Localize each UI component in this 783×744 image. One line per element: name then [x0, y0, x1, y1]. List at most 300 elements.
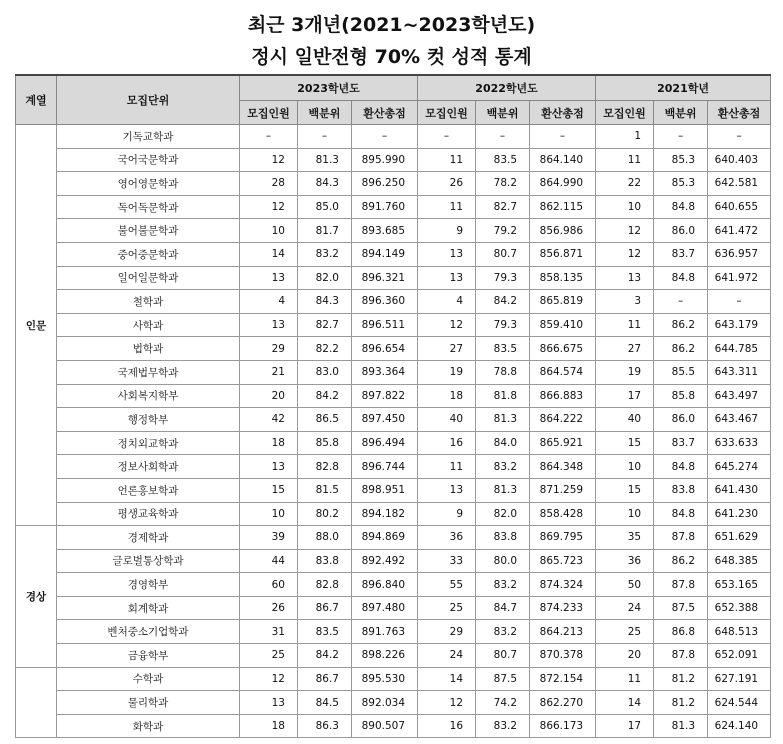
unit-name-cell: 회계학과: [57, 596, 240, 620]
value-cell: 80.2: [298, 502, 352, 526]
value-cell: –: [708, 290, 771, 314]
value-cell: 87.8: [654, 526, 708, 550]
table-row: [16, 148, 771, 172]
value-cell: 894.149: [352, 242, 418, 266]
value-cell: 870.378: [530, 644, 596, 668]
table-row: [16, 691, 771, 715]
sub-header: 모집인원: [240, 101, 298, 125]
value-cell: 636.957: [708, 242, 771, 266]
value-cell: 81.2: [654, 691, 708, 715]
value-cell: 896.654: [352, 337, 418, 361]
unit-name-cell: 평생교육학과: [57, 502, 240, 526]
value-cell: 84.2: [298, 384, 352, 408]
table-row: [16, 360, 771, 384]
category-cell: [16, 667, 57, 738]
unit-name-cell: 국제법무학과: [57, 360, 240, 384]
value-cell: 83.8: [298, 549, 352, 573]
value-cell: 862.270: [530, 691, 596, 715]
value-cell: 26: [418, 172, 476, 196]
value-cell: 84.8: [654, 502, 708, 526]
value-cell: 894.182: [352, 502, 418, 526]
value-cell: 24: [596, 596, 654, 620]
value-cell: 33: [418, 549, 476, 573]
value-cell: 81.3: [298, 148, 352, 172]
value-cell: 82.0: [476, 502, 530, 526]
value-cell: 87.8: [654, 644, 708, 668]
value-cell: 84.2: [298, 644, 352, 668]
unit-name-cell: 금융학부: [57, 644, 240, 668]
value-cell: 14: [418, 667, 476, 691]
value-cell: 27: [418, 337, 476, 361]
value-cell: 864.222: [530, 408, 596, 432]
year-header-2022: 2022학년도: [418, 75, 596, 101]
value-cell: 88.0: [298, 526, 352, 550]
value-cell: 19: [596, 360, 654, 384]
value-cell: 864.213: [530, 620, 596, 644]
value-cell: 10: [240, 502, 298, 526]
value-cell: 9: [418, 502, 476, 526]
value-cell: 16: [418, 714, 476, 738]
stats-table: [15, 74, 771, 738]
unit-name-cell: 벤처중소기업학과: [57, 620, 240, 644]
value-cell: 80.7: [476, 242, 530, 266]
value-cell: 643.467: [708, 408, 771, 432]
value-cell: 13: [240, 691, 298, 715]
table-row: [16, 455, 771, 479]
value-cell: 27: [596, 337, 654, 361]
value-cell: 892.492: [352, 549, 418, 573]
value-cell: 82.8: [298, 573, 352, 597]
value-cell: 42: [240, 408, 298, 432]
value-cell: 83.8: [476, 526, 530, 550]
unit-name-cell: 경제학과: [57, 526, 240, 550]
value-cell: 18: [240, 714, 298, 738]
value-cell: 84.7: [476, 596, 530, 620]
value-cell: –: [240, 125, 298, 149]
value-cell: 85.3: [654, 172, 708, 196]
value-cell: 28: [240, 172, 298, 196]
table-row: [16, 290, 771, 314]
value-cell: 640.655: [708, 195, 771, 219]
year-header-2023: 2023학년도: [240, 75, 418, 101]
value-cell: 11: [418, 195, 476, 219]
value-cell: 12: [240, 195, 298, 219]
value-cell: 87.5: [476, 667, 530, 691]
value-cell: 1: [596, 125, 654, 149]
value-cell: 643.179: [708, 313, 771, 337]
value-cell: 651.629: [708, 526, 771, 550]
value-cell: 15: [240, 478, 298, 502]
value-cell: 12: [596, 219, 654, 243]
value-cell: 12: [418, 691, 476, 715]
table-row: [16, 172, 771, 196]
value-cell: 892.034: [352, 691, 418, 715]
table-row: [16, 596, 771, 620]
value-cell: –: [298, 125, 352, 149]
table-row: [16, 408, 771, 432]
value-cell: 29: [418, 620, 476, 644]
value-cell: 865.921: [530, 431, 596, 455]
value-cell: 86.5: [298, 408, 352, 432]
value-cell: 85.8: [298, 431, 352, 455]
value-cell: 78.8: [476, 360, 530, 384]
value-cell: 865.723: [530, 549, 596, 573]
value-cell: 10: [240, 219, 298, 243]
unit-name-cell: 철학과: [57, 290, 240, 314]
value-cell: 895.530: [352, 667, 418, 691]
value-cell: 856.871: [530, 242, 596, 266]
value-cell: 84.8: [654, 455, 708, 479]
value-cell: 80.0: [476, 549, 530, 573]
value-cell: 84.8: [654, 266, 708, 290]
value-cell: 874.324: [530, 573, 596, 597]
unit-name-cell: 화학과: [57, 714, 240, 738]
value-cell: –: [654, 125, 708, 149]
value-cell: 642.581: [708, 172, 771, 196]
value-cell: 60: [240, 573, 298, 597]
sub-header: 백분위: [476, 101, 530, 125]
value-cell: 641.472: [708, 219, 771, 243]
table-row: [16, 549, 771, 573]
value-cell: 896.511: [352, 313, 418, 337]
value-cell: 15: [596, 478, 654, 502]
table-row: [16, 219, 771, 243]
value-cell: 866.883: [530, 384, 596, 408]
unit-name-cell: 법학과: [57, 337, 240, 361]
value-cell: 86.8: [654, 620, 708, 644]
value-cell: 82.7: [298, 313, 352, 337]
value-cell: 83.7: [654, 242, 708, 266]
value-cell: 641.230: [708, 502, 771, 526]
unit-name-cell: 독어독문학과: [57, 195, 240, 219]
sub-header: 백분위: [654, 101, 708, 125]
unit-name-cell: 글로벌통상학과: [57, 549, 240, 573]
value-cell: 83.5: [476, 337, 530, 361]
value-cell: 21: [240, 360, 298, 384]
value-cell: 897.480: [352, 596, 418, 620]
value-cell: 26: [240, 596, 298, 620]
unit-header: 모집단위: [57, 75, 240, 125]
value-cell: 79.3: [476, 313, 530, 337]
value-cell: 84.3: [298, 172, 352, 196]
value-cell: 648.513: [708, 620, 771, 644]
page-subtitle: 정시 일반전형 70% 컷 성적 통계: [251, 46, 532, 68]
value-cell: 86.3: [298, 714, 352, 738]
value-cell: 86.2: [654, 313, 708, 337]
value-cell: 55: [418, 573, 476, 597]
value-cell: 85.8: [654, 384, 708, 408]
value-cell: 83.2: [476, 620, 530, 644]
value-cell: 13: [240, 455, 298, 479]
value-cell: 78.2: [476, 172, 530, 196]
value-cell: 896.321: [352, 266, 418, 290]
value-cell: 85.5: [654, 360, 708, 384]
table-row: [16, 242, 771, 266]
value-cell: 893.685: [352, 219, 418, 243]
value-cell: 862.115: [530, 195, 596, 219]
value-cell: 13: [418, 266, 476, 290]
value-cell: 20: [596, 644, 654, 668]
value-cell: 864.348: [530, 455, 596, 479]
value-cell: 25: [418, 596, 476, 620]
value-cell: 81.2: [654, 667, 708, 691]
value-cell: 82.2: [298, 337, 352, 361]
value-cell: 640.403: [708, 148, 771, 172]
value-cell: 641.972: [708, 266, 771, 290]
value-cell: 866.675: [530, 337, 596, 361]
value-cell: 13: [418, 478, 476, 502]
value-cell: 13: [418, 242, 476, 266]
value-cell: 11: [596, 667, 654, 691]
value-cell: 13: [596, 266, 654, 290]
value-cell: 858.428: [530, 502, 596, 526]
value-cell: 31: [240, 620, 298, 644]
value-cell: 652.388: [708, 596, 771, 620]
unit-name-cell: 일어일문학과: [57, 266, 240, 290]
value-cell: 22: [596, 172, 654, 196]
value-cell: 874.233: [530, 596, 596, 620]
value-cell: 11: [596, 313, 654, 337]
value-cell: 81.7: [298, 219, 352, 243]
table-row: [16, 502, 771, 526]
value-cell: 40: [596, 408, 654, 432]
value-cell: 82.8: [298, 455, 352, 479]
table-row: [16, 620, 771, 644]
table-row: [16, 195, 771, 219]
value-cell: 13: [240, 313, 298, 337]
value-cell: 83.5: [298, 620, 352, 644]
value-cell: 11: [418, 455, 476, 479]
value-cell: 3: [596, 290, 654, 314]
value-cell: 25: [240, 644, 298, 668]
value-cell: 17: [596, 714, 654, 738]
value-cell: 895.990: [352, 148, 418, 172]
value-cell: 14: [240, 242, 298, 266]
table-row: [16, 667, 771, 691]
value-cell: 10: [596, 455, 654, 479]
table-row: [16, 431, 771, 455]
value-cell: 85.3: [654, 148, 708, 172]
value-cell: 84.2: [476, 290, 530, 314]
value-cell: 18: [418, 384, 476, 408]
value-cell: 36: [596, 549, 654, 573]
page-title: 최근 3개년(2021~2023학년도): [247, 14, 536, 36]
value-cell: 864.990: [530, 172, 596, 196]
table-row: [16, 478, 771, 502]
value-cell: 83.7: [654, 431, 708, 455]
value-cell: 12: [418, 313, 476, 337]
value-cell: 82.0: [298, 266, 352, 290]
value-cell: 81.8: [476, 384, 530, 408]
value-cell: 81.3: [476, 408, 530, 432]
value-cell: 18: [240, 431, 298, 455]
sub-header: 환산총점: [708, 101, 771, 125]
table-row: [16, 573, 771, 597]
value-cell: 83.2: [476, 714, 530, 738]
value-cell: 893.364: [352, 360, 418, 384]
unit-name-cell: 언론홍보학과: [57, 478, 240, 502]
unit-name-cell: 기독교학과: [57, 125, 240, 149]
value-cell: 17: [596, 384, 654, 408]
value-cell: 74.2: [476, 691, 530, 715]
value-cell: 12: [240, 148, 298, 172]
unit-name-cell: 수학과: [57, 667, 240, 691]
value-cell: 87.5: [654, 596, 708, 620]
value-cell: –: [708, 125, 771, 149]
value-cell: 80.7: [476, 644, 530, 668]
table-row: [16, 313, 771, 337]
value-cell: 86.0: [654, 408, 708, 432]
value-cell: 872.154: [530, 667, 596, 691]
value-cell: 896.494: [352, 431, 418, 455]
category-cell: 인문: [16, 125, 57, 526]
value-cell: 641.430: [708, 478, 771, 502]
value-cell: 10: [596, 195, 654, 219]
value-cell: 864.574: [530, 360, 596, 384]
value-cell: 86.2: [654, 337, 708, 361]
value-cell: 84.8: [654, 195, 708, 219]
unit-name-cell: 국어국문학과: [57, 148, 240, 172]
value-cell: 83.2: [298, 242, 352, 266]
unit-name-cell: 정치외교학과: [57, 431, 240, 455]
unit-name-cell: 불어불문학과: [57, 219, 240, 243]
value-cell: 871.259: [530, 478, 596, 502]
value-cell: 643.311: [708, 360, 771, 384]
value-cell: 83.8: [654, 478, 708, 502]
value-cell: 82.7: [476, 195, 530, 219]
value-cell: 896.744: [352, 455, 418, 479]
unit-name-cell: 물리학과: [57, 691, 240, 715]
value-cell: 86.0: [654, 219, 708, 243]
value-cell: 9: [418, 219, 476, 243]
value-cell: 84.3: [298, 290, 352, 314]
value-cell: 645.274: [708, 455, 771, 479]
value-cell: 653.165: [708, 573, 771, 597]
value-cell: 39: [240, 526, 298, 550]
value-cell: 81.3: [476, 478, 530, 502]
sub-header: 모집인원: [596, 101, 654, 125]
value-cell: 894.869: [352, 526, 418, 550]
value-cell: 898.951: [352, 478, 418, 502]
value-cell: 87.8: [654, 573, 708, 597]
unit-name-cell: 영어영문학과: [57, 172, 240, 196]
value-cell: 891.763: [352, 620, 418, 644]
value-cell: 20: [240, 384, 298, 408]
unit-name-cell: 정보사회학과: [57, 455, 240, 479]
value-cell: 627.191: [708, 667, 771, 691]
table-row: [16, 526, 771, 550]
value-cell: 36: [418, 526, 476, 550]
value-cell: 858.135: [530, 266, 596, 290]
table-row: [16, 266, 771, 290]
value-cell: 40: [418, 408, 476, 432]
value-cell: 897.450: [352, 408, 418, 432]
value-cell: 86.2: [654, 549, 708, 573]
value-cell: 15: [596, 431, 654, 455]
value-cell: 624.544: [708, 691, 771, 715]
value-cell: 19: [418, 360, 476, 384]
value-cell: 643.497: [708, 384, 771, 408]
unit-name-cell: 사회복지학부: [57, 384, 240, 408]
table-row: [16, 337, 771, 361]
value-cell: –: [476, 125, 530, 149]
unit-name-cell: 중어중문학과: [57, 242, 240, 266]
value-cell: 83.2: [476, 455, 530, 479]
value-cell: 50: [596, 573, 654, 597]
value-cell: 12: [596, 242, 654, 266]
value-cell: 859.410: [530, 313, 596, 337]
value-cell: 44: [240, 549, 298, 573]
category-cell: 경상: [16, 526, 57, 668]
value-cell: 81.5: [298, 478, 352, 502]
value-cell: 4: [418, 290, 476, 314]
unit-name-cell: 경영학부: [57, 573, 240, 597]
value-cell: 86.7: [298, 596, 352, 620]
table-row: [16, 644, 771, 668]
value-cell: 13: [240, 266, 298, 290]
table-row: [16, 384, 771, 408]
value-cell: 896.840: [352, 573, 418, 597]
value-cell: 84.5: [298, 691, 352, 715]
value-cell: 83.5: [476, 148, 530, 172]
unit-name-cell: 행정학부: [57, 408, 240, 432]
value-cell: 864.140: [530, 148, 596, 172]
value-cell: 86.7: [298, 667, 352, 691]
year-header-2021: 2021학년: [596, 75, 771, 101]
value-cell: 897.822: [352, 384, 418, 408]
value-cell: 869.795: [530, 526, 596, 550]
value-cell: 85.0: [298, 195, 352, 219]
value-cell: 898.226: [352, 644, 418, 668]
value-cell: 624.140: [708, 714, 771, 738]
value-cell: 25: [596, 620, 654, 644]
value-cell: 11: [418, 148, 476, 172]
value-cell: –: [654, 290, 708, 314]
value-cell: 79.2: [476, 219, 530, 243]
value-cell: 83.2: [476, 573, 530, 597]
sub-header: 환산총점: [530, 101, 596, 125]
value-cell: 79.3: [476, 266, 530, 290]
value-cell: 14: [596, 691, 654, 715]
value-cell: 29: [240, 337, 298, 361]
value-cell: 891.760: [352, 195, 418, 219]
value-cell: 644.785: [708, 337, 771, 361]
value-cell: 24: [418, 644, 476, 668]
value-cell: –: [418, 125, 476, 149]
value-cell: 633.633: [708, 431, 771, 455]
sub-header: 백분위: [298, 101, 352, 125]
value-cell: 16: [418, 431, 476, 455]
value-cell: 84.0: [476, 431, 530, 455]
value-cell: 10: [596, 502, 654, 526]
value-cell: 856.986: [530, 219, 596, 243]
sub-header: 모집인원: [418, 101, 476, 125]
value-cell: 35: [596, 526, 654, 550]
value-cell: 83.0: [298, 360, 352, 384]
value-cell: –: [352, 125, 418, 149]
table-row: [16, 714, 771, 738]
value-cell: 652.091: [708, 644, 771, 668]
value-cell: 4: [240, 290, 298, 314]
value-cell: 866.173: [530, 714, 596, 738]
value-cell: 896.360: [352, 290, 418, 314]
unit-name-cell: 사학과: [57, 313, 240, 337]
value-cell: 81.3: [654, 714, 708, 738]
sub-header: 환산총점: [352, 101, 418, 125]
category-header: 계열: [16, 75, 57, 125]
value-cell: 11: [596, 148, 654, 172]
value-cell: 890.507: [352, 714, 418, 738]
